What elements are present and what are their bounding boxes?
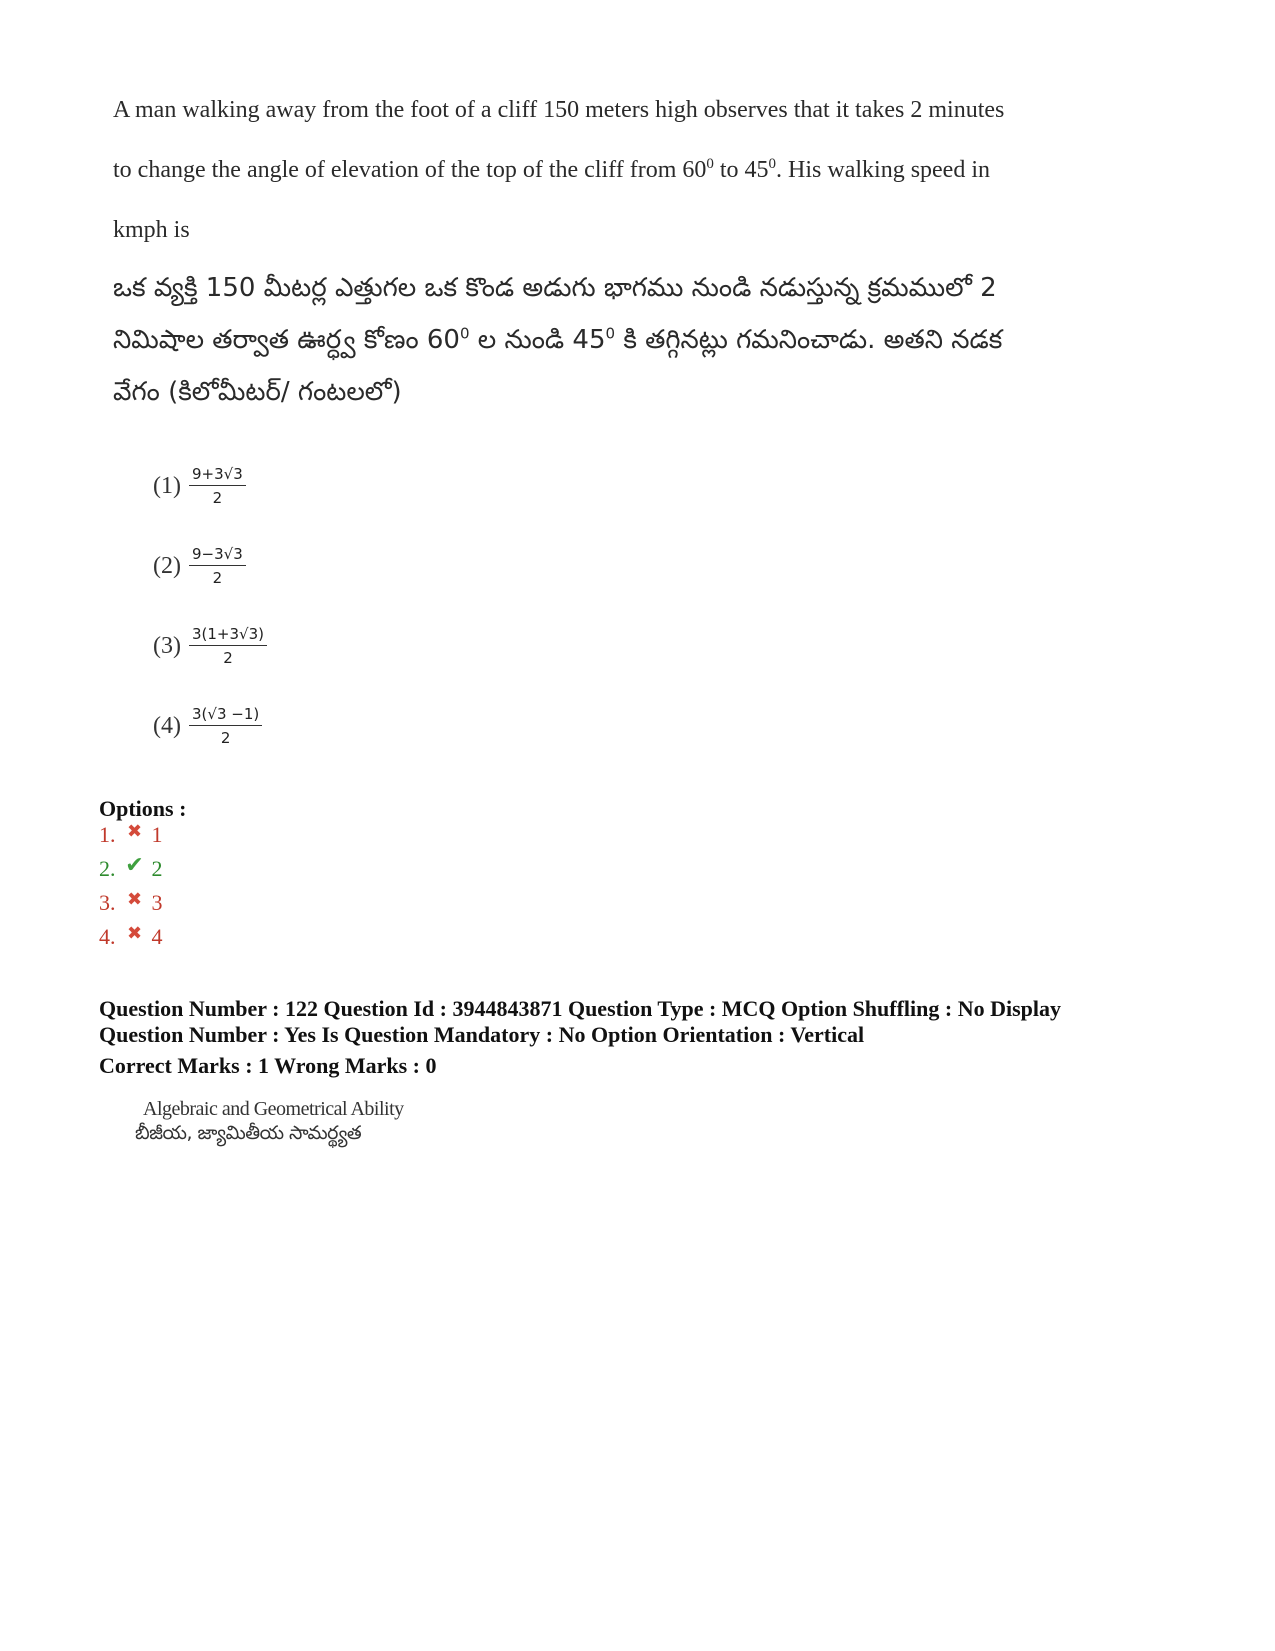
fraction-denominator: 2 — [220, 729, 231, 747]
options-title: Options : — [99, 796, 187, 821]
question-text-part: to 45 — [713, 157, 769, 183]
question-text-telugu — [113, 262, 1013, 418]
option-value: 2 — [151, 856, 163, 881]
degree-superscript: 0 — [706, 156, 714, 172]
fraction — [189, 545, 246, 587]
choice-number: (1) — [153, 472, 181, 499]
fraction-numerator: 9−3√3 — [189, 545, 246, 566]
degree-superscript: 0 — [605, 324, 616, 343]
choice-4 — [153, 705, 262, 747]
section-label-telugu: బీజీయ, జ్యామితీయ సామర్థ్యత — [135, 1122, 362, 1144]
fraction-numerator: 3(√3 −1) — [189, 705, 262, 726]
option-index: 4. — [99, 924, 116, 949]
question-text-part: ఒక వ్యక్తి 150 మీటర్ల ఎత్తుగల ఒక కొండ అడుగు భాగము నుండి నడుస్తున్న క్రమములో 2 నిమిషాల తర్వాత ఊర్ధ్వ కోణం 60 — [113, 273, 997, 355]
option-3 — [99, 890, 163, 916]
option-index: 3. — [99, 890, 116, 915]
option-value: 3 — [151, 890, 163, 915]
option-4 — [99, 924, 163, 950]
section-label — [135, 1097, 404, 1145]
fraction — [189, 465, 246, 507]
cross-icon: ✖ — [126, 820, 143, 841]
option-1 — [99, 822, 163, 848]
marks-line: Correct Marks : 1 Wrong Marks : 0 — [99, 1053, 437, 1078]
question-meta-line-1: Question Number : 122 Question Id : 3944843871 Question Type : MCQ Option Shuffling : No Display — [99, 996, 1062, 1021]
fraction-denominator: 2 — [223, 649, 233, 667]
question-text-part: . His walking speed in kmph is — [113, 157, 991, 243]
question-text-part: కి తగ్గినట్లు గమనించాడు. అతని నడక వేగం (కిలోమీటర్/ గంటలలో) — [113, 325, 1003, 407]
fraction-denominator: 2 — [212, 489, 223, 507]
fraction — [189, 625, 267, 667]
fraction — [189, 705, 262, 747]
choice-number: (2) — [153, 552, 181, 579]
question-text-part: ల నుండి 45 — [469, 325, 606, 355]
question-text-english — [113, 80, 1013, 260]
degree-superscript: 0 — [459, 324, 470, 343]
choice-3 — [153, 625, 267, 667]
option-index: 2. — [99, 856, 116, 881]
option-value: 1 — [151, 822, 163, 847]
option-index: 1. — [99, 822, 116, 847]
choice-number: (4) — [153, 712, 181, 739]
choice-1 — [153, 465, 246, 507]
fraction-numerator: 9+3√3 — [189, 465, 246, 486]
check-icon: ✔ — [125, 852, 144, 877]
degree-superscript: 0 — [768, 156, 777, 172]
choice-number: (3) — [153, 632, 181, 659]
cross-icon: ✖ — [126, 888, 143, 909]
fraction-numerator: 3(1+3√3) — [189, 625, 267, 646]
question-text-part: A man walking away from the foot of a cliff 150 meters high observes that it takes 2 minutes to change the angle of elevation of the top of the cliff from 60 — [113, 97, 1005, 183]
question-meta-line-2: Question Number : Yes Is Question Mandatory : No Option Orientation : Vertical — [99, 1022, 865, 1047]
option-2 — [99, 852, 163, 882]
option-value: 4 — [151, 924, 163, 949]
fraction-denominator: 2 — [212, 569, 223, 587]
cross-icon: ✖ — [126, 922, 143, 943]
section-label-english: Algebraic and Geometrical Ability — [143, 1098, 404, 1120]
choice-2 — [153, 545, 246, 587]
